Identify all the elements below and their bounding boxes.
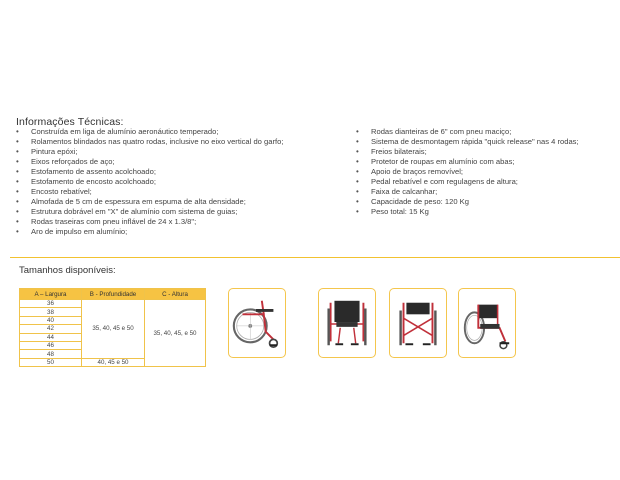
depth-cell: 35, 40, 45 e 50 [82, 300, 145, 359]
spec-item: • Encosto rebatível; [16, 187, 283, 197]
spec-item: • Faixa de calcanhar; [356, 187, 579, 197]
wheelchair-front-photo [318, 288, 376, 358]
sizes-table [19, 288, 206, 367]
wheelchair-folded-icon [390, 289, 446, 357]
width-cell: 50 [20, 358, 82, 366]
spec-item: • Sistema de desmontagem rápida "quick release" nas 4 rodas; [356, 137, 579, 147]
wheelchair-folded-photo [389, 288, 447, 358]
depth-cell: 40, 45 e 50 [82, 358, 145, 366]
specs-list-left [16, 127, 283, 237]
height-cell: 35, 40, 45, e 50 [145, 300, 206, 367]
spec-item: • Estrutura dobrável em "X" de alumínio com sistema de guias; [16, 207, 283, 217]
spec-item: • Eixos reforçados de aço; [16, 157, 283, 167]
width-cell: 40 [20, 316, 82, 324]
specs-title: Informações Técnicas: [16, 116, 124, 128]
spec-item: • Protetor de roupas em alumínio com abas; [356, 157, 579, 167]
spec-item: • Rodas dianteiras de 6" com pneu maciço; [356, 127, 579, 137]
header-depth: B - Profundidade [82, 289, 145, 300]
spec-item: • Rodas traseiras com pneu inflável de 24 x 1.3/8"; [16, 217, 283, 227]
wheelchair-side-photo [228, 288, 286, 358]
spec-item: • Rolamentos blindados nas quatro rodas, inclusive no eixo vertical do garfo; [16, 137, 283, 147]
spec-item: • Apoio de braços removível; [356, 167, 579, 177]
width-cell: 48 [20, 350, 82, 358]
spec-item: • Aro de impulso em alumínio; [16, 227, 283, 237]
wheelchair-front-icon [319, 289, 375, 357]
table-header-row [20, 289, 206, 300]
specs-list-right [356, 127, 579, 217]
header-width: A – Largura [20, 289, 82, 300]
wheelchair-side-icon [229, 289, 285, 357]
spec-item: • Construída em liga de alumínio aeronáutico temperado; [16, 127, 283, 137]
wheelchair-angle-photo [458, 288, 516, 358]
width-cell: 38 [20, 308, 82, 316]
spec-item: • Pintura epóxi; [16, 147, 283, 157]
sizes-title: Tamanhos disponíveis: [19, 265, 116, 276]
spec-item: • Peso total: 15 Kg [356, 207, 579, 217]
table-row [20, 300, 206, 308]
header-height: C - Altura [145, 289, 206, 300]
width-cell: 42 [20, 325, 82, 333]
spec-item: • Pedal rebatível e com regulagens de altura; [356, 177, 579, 187]
section-divider [10, 257, 620, 258]
wheelchair-angle-icon [459, 289, 515, 357]
spec-item: • Estofamento de encosto acolchoado; [16, 177, 283, 187]
spec-item: • Estofamento de assento acolchoado; [16, 167, 283, 177]
spec-item: • Freios bilaterais; [356, 147, 579, 157]
spec-item: • Capacidade de peso: 120 Kg [356, 197, 579, 207]
width-cell: 44 [20, 333, 82, 341]
spec-item: • Almofada de 5 cm de espessura em espuma de alta densidade; [16, 197, 283, 207]
width-cell: 46 [20, 341, 82, 349]
width-cell: 36 [20, 300, 82, 308]
